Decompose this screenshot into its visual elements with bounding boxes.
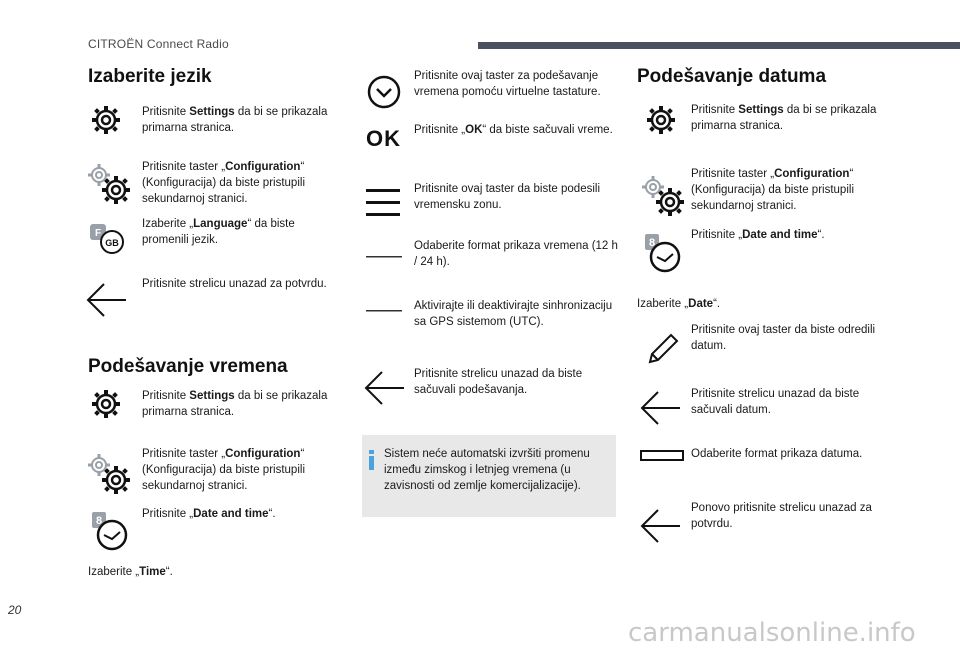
watermark: carmanualsonline.info: [628, 618, 916, 648]
header-title: CITROËN Connect Radio: [88, 37, 229, 51]
ok-icon: OK: [366, 126, 401, 151]
back-arrow-icon: [640, 390, 682, 426]
back-arrow-icon: [640, 508, 682, 544]
instruction-text: Pritisnite ovaj taster da biste odredili datum.: [691, 324, 876, 352]
instruction-text: Pritisnite strelicu unazad da biste sačuvali datum.: [691, 388, 860, 416]
instruction-text: Pritisnite strelicu unazad da biste sačuvali podešavanja.: [414, 368, 583, 396]
instruction-text: Aktivirajte ili deaktivirajte sinhronizaciju sa GPS sistemom (UTC).: [414, 300, 613, 328]
svg-text:F: F: [94, 228, 102, 239]
instruction-text: Pritisnite Settings da bi se prikazala primarna stranica.: [142, 106, 328, 134]
instruction-text: Pritisnite taster „Configuration“ (Konfiguracija) da biste pristupili sekundarnoj stranici.: [691, 168, 854, 212]
instruction-text: Pritisnite Settings da bi se prikazala primarna stranica.: [691, 104, 877, 132]
instruction-text: Odaberite format prikaza datuma.: [691, 448, 863, 460]
svg-text:8: 8: [95, 515, 103, 527]
chevron-down-icon: [366, 74, 402, 110]
instruction-text: Izaberite „Language“ da biste promenili jezik.: [142, 218, 295, 246]
instruction-text: Pritisnite „OK“ da biste sačuvali vreme.: [414, 124, 613, 136]
pencil-icon: [644, 330, 680, 368]
info-text: Sistem neće automatski izvršiti promenu između zimskog i letnjeg vremena (u zavisnosti od zemlje komercijalizacije).: [384, 448, 590, 492]
instruction-text: Pritisnite ovaj taster da biste podesili vremensku zonu.: [414, 183, 601, 211]
page-number: 20: [8, 603, 22, 617]
toggle-line-icon: [366, 308, 402, 314]
svg-text:8: 8: [648, 237, 656, 249]
instruction-text: Pritisnite taster „Configuration“ (Konfiguracija) da biste pristupili sekundarnoj stranici.: [142, 161, 305, 205]
info-icon: [368, 450, 376, 470]
heading-set-date: Podešavanje datuma: [637, 66, 827, 87]
back-arrow-icon: [86, 282, 128, 318]
date-time-icon: [90, 510, 130, 552]
configuration-gears-icon: [86, 452, 132, 496]
instruction-text: Ponovo pritisnite strelicu unazad za potvrdu.: [691, 502, 872, 530]
select-time-text: Izaberite „Time“.: [88, 566, 173, 578]
instruction-text: Pritisnite ovaj taster za podešavanje vremena pomoću virtuelne tastature.: [414, 70, 601, 98]
heading-set-time: Podešavanje vremena: [88, 356, 288, 377]
instruction-text: Pritisnite strelicu unazad za potvrdu.: [142, 278, 327, 290]
date-time-icon: [643, 232, 683, 274]
back-arrow-icon: [364, 370, 406, 406]
svg-text:GB: GB: [105, 238, 119, 248]
instruction-text: Odaberite format prikaza vremena (12 h / 24 h).: [414, 240, 618, 268]
instruction-text: Pritisnite „Date and time“.: [691, 229, 825, 241]
configuration-gears-icon: [640, 174, 686, 218]
menu-icon: [366, 186, 402, 220]
instruction-text: Pritisnite taster „Configuration“ (Konfiguracija) da biste pristupili sekundarnoj stranici.: [142, 448, 305, 492]
gear-icon: [90, 388, 122, 420]
format-toggle-icon: [640, 450, 684, 462]
header-bar: [478, 42, 960, 49]
configuration-gears-icon: [86, 162, 132, 206]
select-date-text: Izaberite „Date“.: [637, 298, 721, 310]
toggle-line-icon: [366, 254, 402, 260]
instruction-text: Pritisnite „Date and time“.: [142, 508, 276, 520]
gear-icon: [90, 104, 122, 136]
instruction-text: Pritisnite Settings da bi se prikazala primarna stranica.: [142, 390, 328, 418]
language-flag-icon: [88, 222, 128, 256]
gear-icon: [645, 104, 677, 136]
heading-select-language: Izaberite jezik: [88, 66, 212, 87]
